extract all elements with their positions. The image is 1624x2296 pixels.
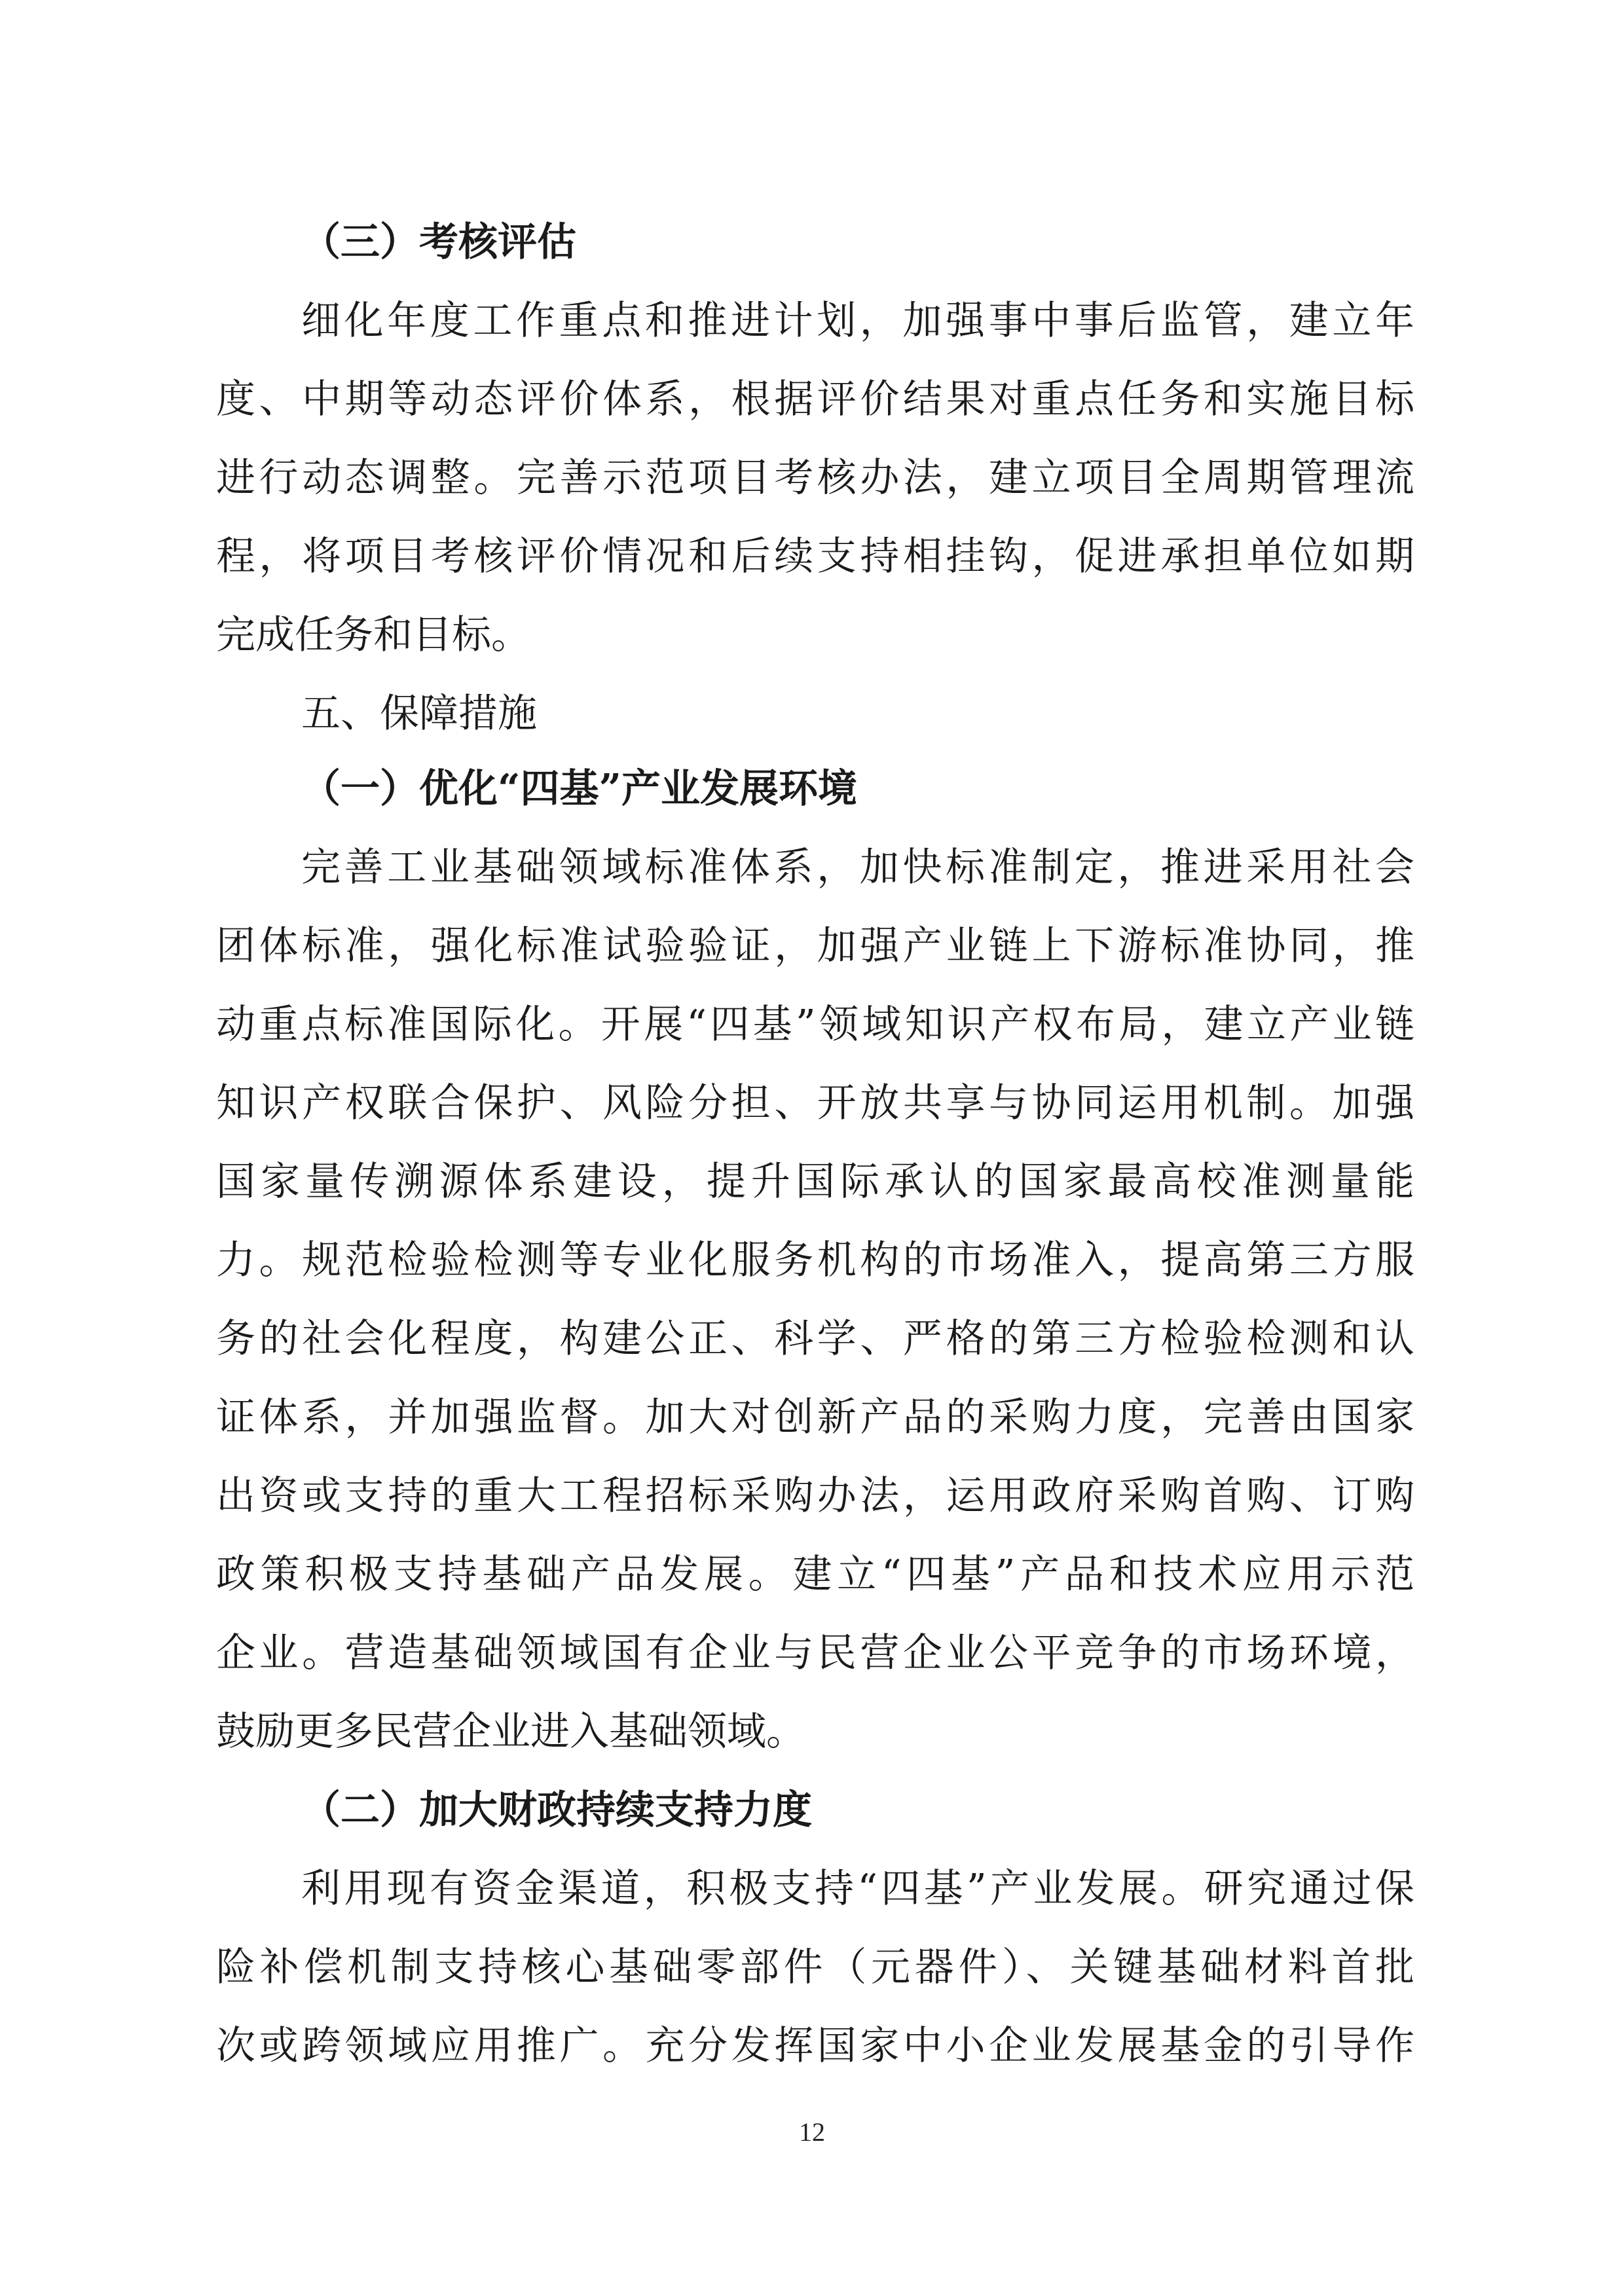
paragraph-line: 险补偿机制支持核心基础零部件（元器件）、关键基础材料首批 bbox=[216, 1944, 1414, 1990]
paragraph-line: 完善工业基础领域标准体系，加快标准制定，推进采用社会 bbox=[301, 845, 1414, 890]
paragraph-line: 出资或支持的重大工程招标采购办法，运用政府采购首购、订购 bbox=[216, 1473, 1414, 1519]
paragraph-line: 国家量传溯源体系建设，提升国际承认的国家最高校准测量能 bbox=[216, 1159, 1414, 1205]
paragraph-line: 完成任务和目标。 bbox=[216, 612, 530, 658]
paragraph-line: 证体系，并加强监督。加大对创新产品的采购力度，完善由国家 bbox=[216, 1394, 1414, 1440]
paragraph-line: 次或跨领域应用推广。充分发挥国家中小企业发展基金的引导作 bbox=[216, 2023, 1414, 2069]
paragraph-line: 企业。营造基础领域国有企业与民营企业公平竞争的市场环境， bbox=[216, 1630, 1414, 1676]
paragraph-line: 动重点标准国际化。开展“四基”领域知识产权布局，建立产业链 bbox=[216, 1002, 1414, 1048]
section-heading-environment: （一）优化“四基”产业发展环境 bbox=[301, 766, 858, 812]
paragraph-line: 细化年度工作重点和推进计划，加强事中事后监管，建立年 bbox=[301, 298, 1414, 344]
paragraph-line: 程，将项目考核评价情况和后续支持相挂钩，促进承担单位如期 bbox=[216, 534, 1414, 579]
paragraph-line: 鼓励更多民营企业进入基础领域。 bbox=[216, 1709, 805, 1755]
paragraph-line: 团体标准，强化标准试验验证，加强产业链上下游标准协同，推 bbox=[216, 923, 1414, 969]
section-heading-fiscal-support: （二）加大财政持续支持力度 bbox=[301, 1787, 812, 1833]
section-heading-evaluation: （三）考核评估 bbox=[301, 219, 576, 265]
paragraph-line: 度、中期等动态评价体系，根据评价结果对重点任务和实施目标 bbox=[216, 376, 1414, 422]
paragraph-line: 务的社会化程度，构建公正、科学、严格的第三方检验检测和认 bbox=[216, 1316, 1414, 1362]
paragraph-line: 力。规范检验检测等专业化服务机构的市场准入，提高第三方服 bbox=[216, 1237, 1414, 1283]
paragraph-line: 政策积极支持基础产品发展。建立“四基”产品和技术应用示范 bbox=[216, 1552, 1414, 1597]
paragraph-line: 进行动态调整。完善示范项目考核办法，建立项目全周期管理流 bbox=[216, 455, 1414, 501]
page-number: 12 bbox=[799, 2117, 825, 2147]
paragraph-line: 知识产权联合保护、风险分担、开放共享与协同运用机制。加强 bbox=[216, 1080, 1414, 1126]
chapter-heading-safeguards: 五、保障措施 bbox=[301, 691, 537, 737]
paragraph-line: 利用现有资金渠道，积极支持“四基”产业发展。研究通过保 bbox=[301, 1866, 1414, 1912]
